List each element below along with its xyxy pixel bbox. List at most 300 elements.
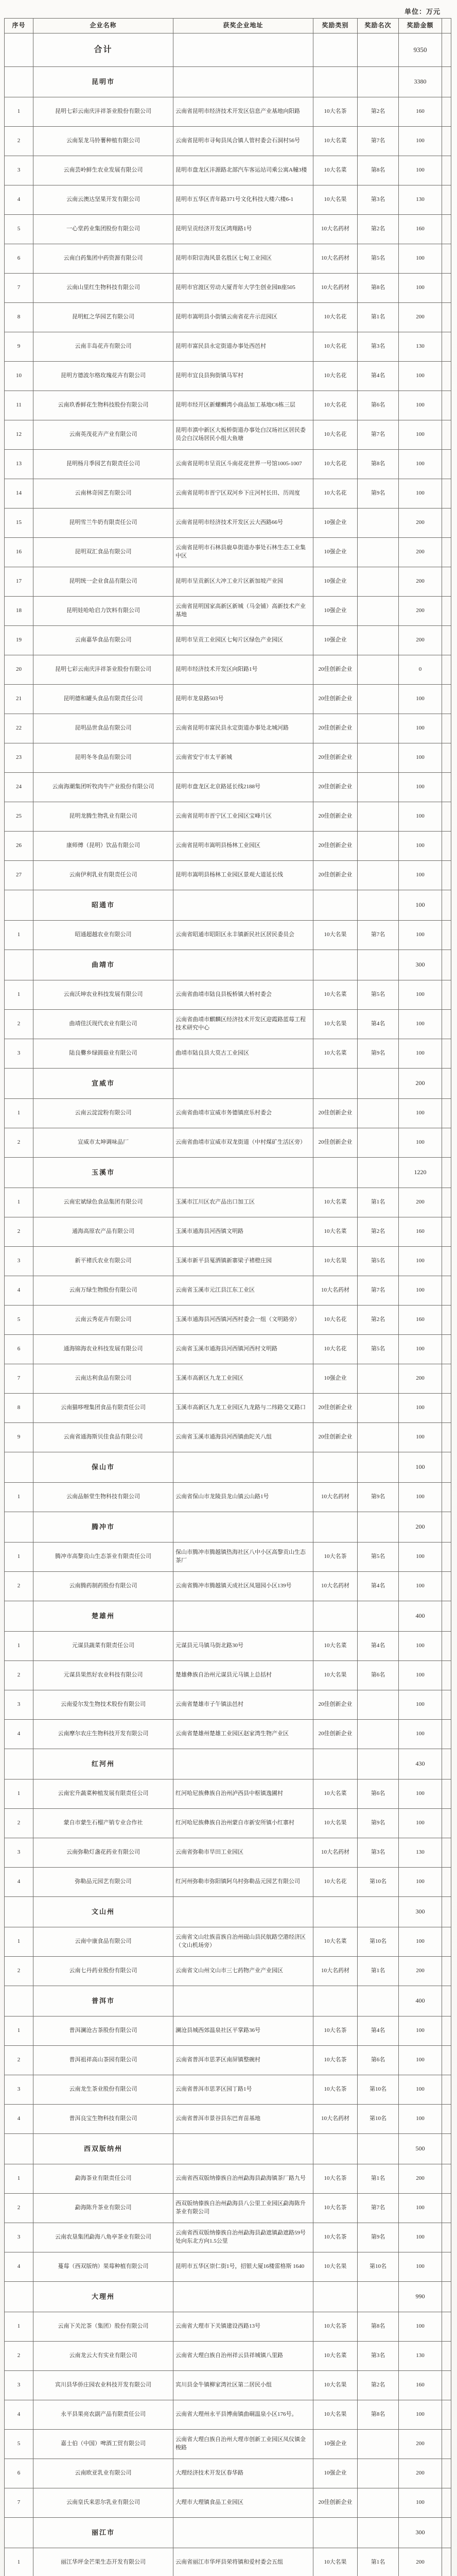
rank-cell: 第8名 [358,274,399,303]
address-cell: 云南省大理市下关镇建设西路13号 [173,2312,313,2342]
amount-cell: 200 [399,597,442,626]
table-row [5,802,451,832]
amount-cell: 100 [399,685,442,714]
address-cell: 云南省昆明国家高新区新城（马金铺）高新技术产业基地 [173,597,313,626]
amount-cell: 100 [399,1423,442,1452]
rank-cell [358,1690,399,1720]
table-row [5,2164,451,2194]
category-cell: 10大名花 [313,420,358,450]
address-cell: 昆明市官渡区劳动大厦青年大学生创业园B座505 [173,274,313,303]
seq-cell: 15 [5,509,33,538]
company-cell: 勐海茶业有限责任公司 [33,2164,173,2194]
company-cell: 云南山里红生物科技有限公司 [33,274,173,303]
seq-cell: 1 [5,1188,33,1217]
seq-cell: 7 [5,274,33,303]
seq-cell [5,1452,33,1483]
amount-cell: 130 [399,185,442,215]
address-cell: 昆明市经济技术开发区向阳路1号 [173,655,313,685]
spacer-cell [442,1335,451,1364]
company-cell: 元谋县蔬菜有限责任公司 [33,1632,173,1661]
address-cell: 昆明市阳宗海风景名胜区七甸工业园区 [173,244,313,274]
rank-cell [358,1099,399,1128]
rank-cell: 第1名 [358,2164,399,2194]
company-cell: 通海高原农产品有限公司 [33,1217,173,1247]
table-row [5,743,451,773]
column-header-2: 获奖企业地址 [173,19,313,33]
seq-cell: 27 [5,861,33,890]
section-row [5,1512,451,1543]
amount-cell: 100 [399,1128,442,1158]
category-cell: 20佳创新企业 [313,861,358,890]
address-cell: 云南省大理白族自治州祥云县祥城镇八里路 [173,2342,313,2371]
company-cell: 云南云澳达坚果开发有限公司 [33,185,173,215]
seq-cell: 7 [5,2488,33,2518]
rank-cell [358,1601,399,1632]
table-row [5,1838,451,1868]
spacer-cell [442,2518,451,2548]
total-row [5,33,451,67]
table-row [5,773,451,802]
seq-cell: 6 [5,2459,33,2488]
spacer-cell [442,1306,451,1335]
spacer-cell [442,802,451,832]
seq-cell: 2 [5,1128,33,1158]
amount-cell: 100 [399,1099,442,1128]
rank-cell [358,832,399,861]
rank-cell: 第8名 [358,156,399,185]
category-cell: 10大名果 [313,2400,358,2430]
rank-cell: 第4名 [358,362,399,391]
table-row [5,244,451,274]
amount-cell: 100 [399,1809,442,1838]
amount-cell: 100 [399,832,442,861]
rank-cell [358,655,399,685]
address-cell: 云南省昭通市昭阳区永丰镇新民社区居民委员会 [173,921,313,950]
table-row [5,391,451,420]
category-cell: 10大名花 [313,362,358,391]
category-cell: 10大名菜 [313,1780,358,1809]
spacer-cell [442,2046,451,2075]
company-cell: 元谋县果然好农业科技有限公司 [33,1661,173,1690]
company-cell: 云南品斛堂生物科技有限公司 [33,1483,173,1512]
address-cell: 云南省西双版纳傣族自治州勐海县勐海镇茶厂路九号 [173,2164,313,2194]
seq-cell [5,1512,33,1543]
address-cell: 云南省普洱市思茅区南屏镇整碗村 [173,2046,313,2075]
table-row [5,1364,451,1394]
amount-cell: 100 [399,1720,442,1749]
company-cell: 云南泵龙马铃薯种植有限公司 [33,127,173,156]
rank-cell [358,1364,399,1394]
company-cell: 腾冲市高黎贡山生态茶业有限责任公司 [33,1543,173,1572]
rank-cell: 第2名 [358,2371,399,2400]
spacer-cell [442,597,451,626]
category-cell: 10大名药材 [313,1276,358,1306]
seq-cell: 1 [5,980,33,1010]
table-row [5,567,451,597]
seq-cell [5,1601,33,1632]
seq-cell: 1 [5,1099,33,1128]
spacer-cell [442,1720,451,1749]
table-row [5,2459,451,2488]
seq-cell [5,1986,33,2016]
spacer-cell [442,1010,451,1039]
spacer-cell [442,1128,451,1158]
table-row [5,420,451,450]
amount-cell: 9350 [399,33,442,67]
category-cell: 10强企业 [313,538,358,567]
company-cell: 云南玖香鲜花生物科技股份有限公司 [33,391,173,420]
spacer-cell [442,1897,451,1927]
company-cell: 云南欧亚乳业有限公司 [33,2459,173,2488]
column-header-1: 企业名称 [33,19,173,33]
table-row [5,1099,451,1128]
category-cell: 10大名果 [313,1661,358,1690]
seq-cell: 4 [5,1868,33,1897]
company-cell: 文山州 [33,1897,173,1927]
rank-cell [358,597,399,626]
category-cell: 10强企业 [313,1364,358,1394]
address-cell: 云南省昆明市晋宁区双河乡下庄河村长田、历周度 [173,479,313,509]
company-cell: 勐海陈升茶业有限公司 [33,2194,173,2223]
amount-cell: 100 [399,1690,442,1720]
spacer-cell [442,2459,451,2488]
company-cell: 陆良爨乡绿圆菇业有限公司 [33,1039,173,1069]
amount-cell: 100 [399,1780,442,1809]
category-cell: 10强企业 [313,2430,358,2459]
rank-cell [358,67,399,97]
company-cell: 云南皇氏来思尔乳业有限公司 [33,2488,173,2518]
rank-cell: 第4名 [358,1632,399,1661]
address-cell: 红河州弥勒市弥阳镇阿乌村弥勒品元园艺有限公司 [173,1868,313,1897]
category-cell: 10大名菜 [313,980,358,1010]
seq-cell: 25 [5,802,33,832]
rank-cell: 第10名 [358,2105,399,2134]
spacer-cell [442,1780,451,1809]
seq-cell: 21 [5,685,33,714]
spacer-cell [442,420,451,450]
category-cell: 20佳创新企业 [313,714,358,743]
seq-cell: 2 [5,2194,33,2223]
amount-cell: 130 [399,2342,442,2371]
category-cell: 10大名果 [313,921,358,950]
rank-cell [358,2488,399,2518]
seq-cell: 4 [5,1720,33,1749]
address-cell: 昆明呈贡经济开发区鸿翔路1号 [173,215,313,244]
spacer-cell [442,1217,451,1247]
rank-cell [358,1128,399,1158]
rank-cell: 第9名 [358,1039,399,1069]
company-cell: 云南沃坤农业科技发展有限公司 [33,980,173,1010]
seq-cell: 24 [5,773,33,802]
seq-cell: 14 [5,479,33,509]
category-cell: 10大名花 [313,1335,358,1364]
address-cell: 云南省保山市龙陵县龙山镇云山路1号 [173,1483,313,1512]
seq-cell: 2 [5,1809,33,1838]
category-cell: 10大名花 [313,479,358,509]
address-cell: 玉溪市高新区九龙工业园区九龙路与二纬路交叉路口 [173,1394,313,1423]
seq-cell: 3 [5,156,33,185]
table-row [5,185,451,215]
amount-cell: 100 [399,2312,442,2342]
table-row [5,2400,451,2430]
address-cell: 宾川县金牛镇柳家湾社区第二居民小组 [173,2371,313,2400]
category-cell [313,1452,358,1483]
amount-cell: 100 [399,2046,442,2075]
rank-cell: 第6名 [358,391,399,420]
company-cell: 保山市 [33,1452,173,1483]
category-cell: 20佳创新企业 [313,655,358,685]
address-cell: 云南省玉溪市通海县河西镇曲陀关八组 [173,1423,313,1452]
rank-cell [358,567,399,597]
address-cell [173,1986,313,2016]
company-cell: 普洱良宝生物科技有限公司 [33,2105,173,2134]
category-cell [313,2282,358,2312]
category-cell: 10大名菜 [313,1217,358,1247]
category-cell: 10大名药材 [313,1572,358,1601]
rank-cell: 第1名 [358,1188,399,1217]
company-cell: 云南宏斌绿色食品集团有限公司 [33,1188,173,1217]
address-cell: 云南省曲靖市陆良县板桥镇大桥村委会 [173,980,313,1010]
seq-cell: 20 [5,655,33,685]
amount-cell: 200 [399,1069,442,1099]
table-row [5,597,451,626]
table-row [5,538,451,567]
category-cell: 10大名菜 [313,1188,358,1217]
category-cell [313,1749,358,1780]
address-cell: 云南省弥勒市旱田工业园区 [173,1838,313,1868]
address-cell [173,1601,313,1632]
spacer-cell [442,215,451,244]
company-cell: 普洱祖祥高山茶园有限公司 [33,2046,173,2075]
amount-cell: 0 [399,655,442,685]
address-cell [173,1749,313,1780]
seq-cell: 19 [5,626,33,655]
amount-cell: 100 [399,362,442,391]
seq-cell [5,2134,33,2164]
company-cell: 昆明冬冬食品有限公司 [33,743,173,773]
spacer-cell [442,1749,451,1780]
company-cell: 昆明方德波尔格玫瑰花卉有限公司 [33,362,173,391]
section-row [5,1069,451,1099]
seq-cell: 2 [5,1572,33,1601]
address-cell: 云南省西双版纳傣族自治州勐海县勐遮镇勐遮路59号处向东北方向1.5公里 [173,2223,313,2252]
table-row [5,479,451,509]
spacer-cell [442,2430,451,2459]
spacer-cell [442,2548,451,2576]
spacer-cell [442,714,451,743]
company-cell: 云南英茂花卉产业有限公司 [33,420,173,450]
spacer-cell [442,1927,451,1957]
spacer-cell [442,2252,451,2282]
category-cell: 10大名茶 [313,2016,358,2046]
company-cell: 云南弥勒灯盏花药业有限公司 [33,1838,173,1868]
address-cell [173,1452,313,1483]
seq-cell: 1 [5,2312,33,2342]
category-cell [313,950,358,980]
amount-cell: 100 [399,1927,442,1957]
address-cell [173,1897,313,1927]
table-row [5,1927,451,1957]
company-cell: 昆明娃哈哈启力饮料有限公司 [33,597,173,626]
company-cell: 昆明龙腾生物乳业有限公司 [33,802,173,832]
company-cell: 云南伊利乳业有限责任公司 [33,861,173,890]
company-cell: 云南云秀花卉有限公司 [33,1306,173,1335]
spacer-cell [442,1039,451,1069]
company-cell: 昆明品世食品有限公司 [33,714,173,743]
company-cell: 昆明德和罐头食品有限责任公司 [33,685,173,714]
spacer-cell [442,2400,451,2430]
table-row [5,509,451,538]
table-row [5,2548,451,2576]
category-cell: 10大名药材 [313,215,358,244]
address-cell: 昆明市盘龙区沣源路北部汽车客运站司乘公寓A幢3楼 [173,156,313,185]
table-row [5,2016,451,2046]
amount-cell: 160 [399,97,442,127]
address-cell: 大理经济技术开发区春华路 [173,2459,313,2488]
amount-cell: 100 [399,1010,442,1039]
amount-cell: 100 [399,1039,442,1069]
address-cell: 昆明市经开区新螺蛳湾小商品加工基地C6栋三层 [173,391,313,420]
rank-cell [358,861,399,890]
table-row [5,1394,451,1423]
rank-cell: 第5名 [358,1543,399,1572]
address-cell: 楚雄彝族自治州元谋县元马镇上总括村 [173,1661,313,1690]
spacer-cell [442,1452,451,1483]
table-row [5,685,451,714]
address-cell: 云南省昆明市呈贡区斗南花花世界一号馆1005-1007 [173,450,313,479]
category-cell: 10大名菜 [313,1039,358,1069]
category-cell: 10大名果 [313,2252,358,2282]
rank-cell: 第2名 [358,97,399,127]
seq-cell: 3 [5,1690,33,1720]
spacer-cell [442,67,451,97]
seq-cell: 13 [5,450,33,479]
rank-cell: 第5名 [358,244,399,274]
address-cell: 云南省昆明市经济技术开发区云大西路66号 [173,509,313,538]
section-row [5,1452,451,1483]
seq-cell: 5 [5,1306,33,1335]
amount-cell: 160 [399,1306,442,1335]
spacer-cell [442,479,451,509]
amount-cell: 100 [399,391,442,420]
seq-cell: 8 [5,1394,33,1423]
seq-cell: 10 [5,362,33,391]
category-cell: 10强企业 [313,509,358,538]
seq-cell: 4 [5,2105,33,2134]
seq-cell: 9 [5,1423,33,1452]
table-row [5,1276,451,1306]
section-row [5,1158,451,1188]
category-cell: 10大名果 [313,1809,358,1838]
address-cell: 云南省大理白族自治州大理市创新工业园区凤仪镇金梭路 [173,2430,313,2459]
address-cell: 澜沧县城西郊温泉社区平掌路36号 [173,2016,313,2046]
company-cell: 大理州 [33,2282,173,2312]
category-cell: 10大名果 [313,2548,358,2576]
seq-cell: 6 [5,244,33,274]
spacer-cell [442,127,451,156]
address-cell: 昆明市滇中新区大板桥街道办事处白汉场社区居民委员会白汉场居民小组大鱼塘 [173,420,313,450]
category-cell [313,1897,358,1927]
amount-cell: 200 [399,1512,442,1543]
address-cell: 红河哈尼族彝族自治州蒙自市新安所镇小红寨村 [173,1809,313,1838]
seq-cell: 1 [5,1543,33,1572]
address-cell: 云南省安宁市太平新城 [173,743,313,773]
table-row [5,2342,451,2371]
seq-cell [5,950,33,980]
spacer-cell [442,655,451,685]
address-cell: 昆明市呈贡工业园区七甸片区绿色产业园区 [173,626,313,655]
category-cell: 10大名药材 [313,274,358,303]
company-cell: 通海锦海农业科技发展有限公司 [33,1335,173,1364]
table-row [5,97,451,127]
company-cell: 云南嘉华食品有限公司 [33,626,173,655]
spacer-cell [442,567,451,597]
amount-cell: 100 [399,1276,442,1306]
category-cell: 10大名菜 [313,1927,358,1957]
category-cell: 10大名果 [313,1247,358,1276]
category-cell: 20佳创新企业 [313,1690,358,1720]
rank-cell: 第5名 [358,1247,399,1276]
rank-cell [358,509,399,538]
address-cell: 玉溪市高新区九龙工业园区 [173,1364,313,1394]
spacer-cell [442,1512,451,1543]
amount-cell: 100 [399,1452,442,1483]
spacer-cell [442,509,451,538]
category-cell: 10强企业 [313,626,358,655]
company-cell: 云南白药集团中药资源有限公司 [33,244,173,274]
rank-cell [358,1158,399,1188]
category-cell: 10大名药材 [313,1838,358,1868]
amount-cell: 200 [399,2430,442,2459]
table-row [5,714,451,743]
column-header-4: 奖励名次 [358,19,399,33]
amount-cell: 100 [399,773,442,802]
company-cell: 云南省通海斯贝佳食品有限公司 [33,1423,173,1452]
company-cell: 嘉士伯（中国）啤酒工贸有限公司 [33,2430,173,2459]
address-cell: 昆明市五华区崇仁街1号，招银大厦16楼雷格斯 1640 [173,2252,313,2282]
amount-cell: 100 [399,861,442,890]
rank-cell: 第10名 [358,1927,399,1957]
spacer-cell [442,1690,451,1720]
amount-cell: 100 [399,2400,442,2430]
rank-cell: 第8名 [358,450,399,479]
category-cell [313,1158,358,1188]
category-cell: 10大名花 [313,450,358,479]
table-header-row [5,19,451,33]
table-row [5,2075,451,2105]
seq-cell: 2 [5,1217,33,1247]
spacer-cell [442,1543,451,1572]
address-cell: 大理市大理镇食品工业园区 [173,2488,313,2518]
address-cell [173,950,313,980]
spacer-cell [442,1483,451,1512]
category-cell: 10大名药材 [313,2105,358,2134]
company-cell: 红河州 [33,1749,173,1780]
table-row [5,362,451,391]
unit-label: 单位：万元 [4,3,452,18]
seq-cell: 4 [5,185,33,215]
company-cell: 昭通超越农业有限公司 [33,921,173,950]
amount-cell: 100 [399,1335,442,1364]
amount-cell: 100 [399,2075,442,2105]
spacer-cell [442,33,451,67]
address-cell: 云南省曲靖市宣威市务德镇庶乐村委会 [173,1099,313,1128]
seq-cell: 3 [5,2371,33,2400]
table-row [5,1957,451,1986]
company-cell: 永平县果亮农副产品有限责任公司 [33,2400,173,2430]
amount-cell: 500 [399,2134,442,2164]
table-row [5,626,451,655]
